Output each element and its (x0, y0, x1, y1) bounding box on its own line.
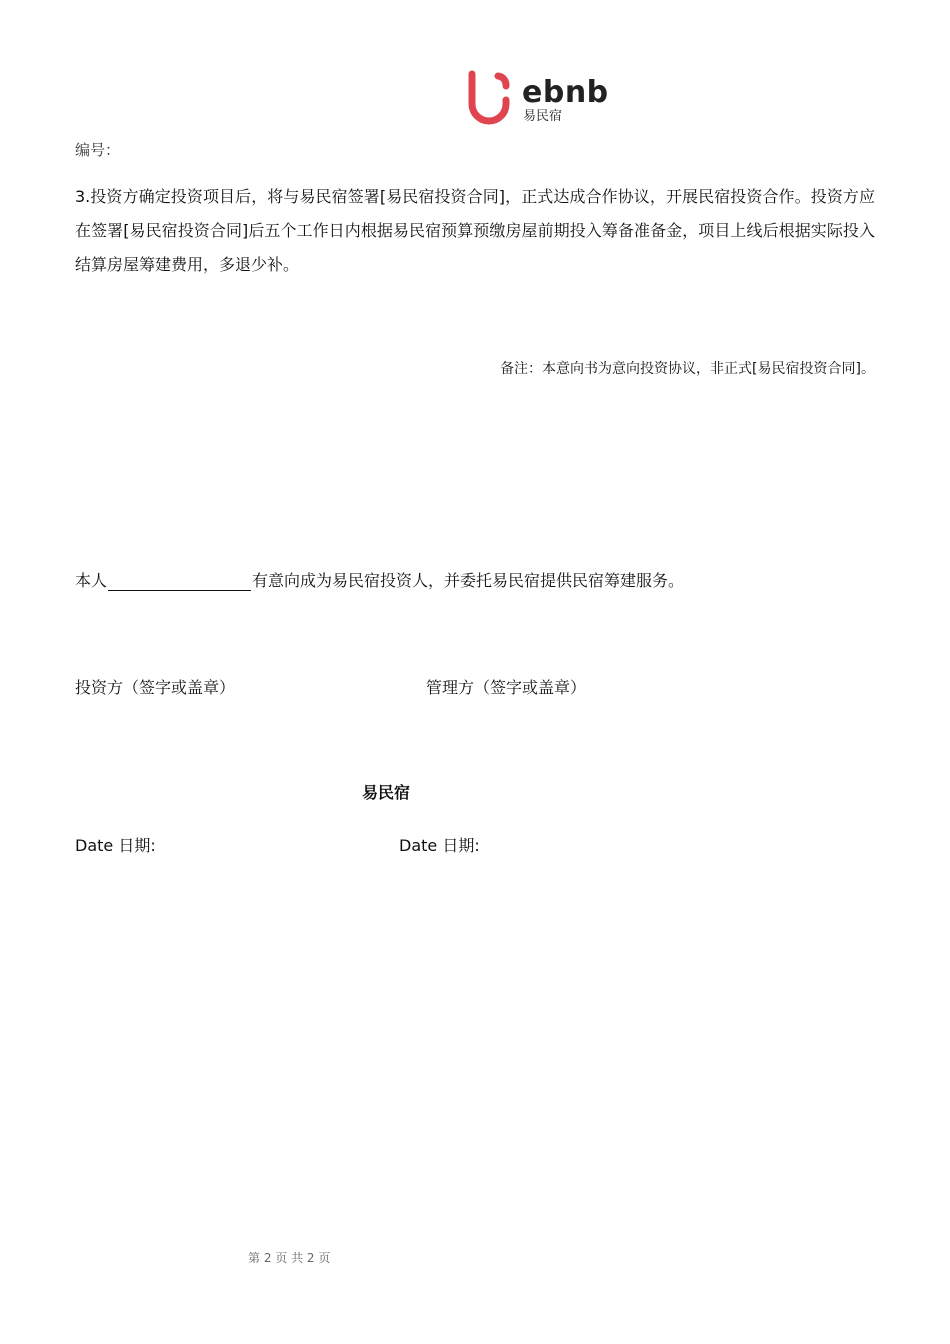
logo-chinese-name: 易民宿 (523, 109, 563, 124)
intent-statement (75, 568, 684, 591)
manager-signature-label: 管理方（签字或盖章） (426, 678, 587, 697)
manager-date-label: Date 日期: (399, 836, 480, 855)
clause-3-paragraph: 3.投资方确定投资项目后，将与易民宿签署[易民宿投资合同]，正式达成合作协议，开展民宿投资合作。投资方应在签署[易民宿投资合同]后五个工作日内根据易民宿预算预缴房屋前期投入筹备准备金，项目上线后根据实际投入结算房屋筹建费用，多退少补。 (75, 187, 875, 274)
intent-prefix: 本人 (75, 571, 108, 590)
intent-suffix: 有意向成为易民宿投资人，并委托易民宿提供民宿筹建服务。 (252, 571, 685, 590)
brand-logo (466, 70, 609, 130)
logo-mark-icon (466, 70, 522, 130)
name-blank-line[interactable] (108, 572, 251, 591)
investor-signature-label: 投资方（签字或盖章） (75, 678, 236, 697)
manager-company-name: 易民宿 (362, 783, 411, 802)
remark-note: 备注：本意向书为意向投资协议，非正式[易民宿投资合同]。 (500, 361, 875, 377)
logo-wordmark: ebnb (522, 75, 609, 110)
investor-date-label: Date 日期: (75, 836, 156, 855)
document-number-label: 编号： (75, 141, 121, 159)
page-footer: 第 2 页 共 2 页 (248, 1251, 331, 1265)
